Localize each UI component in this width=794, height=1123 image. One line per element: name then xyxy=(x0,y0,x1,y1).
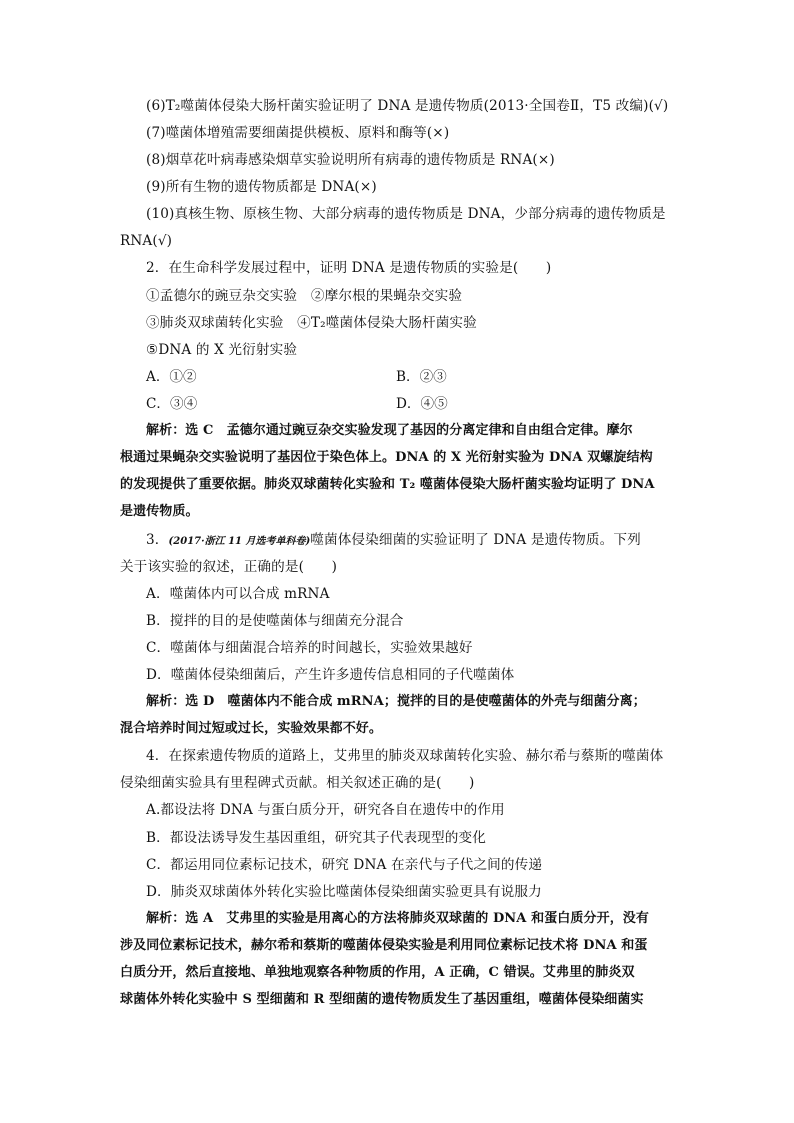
q2-option-a: A．①② xyxy=(146,369,197,385)
q2-analysis-2: 根通过果蝇杂交实验说明了基因位于染色体上。DNA 的 X 光衍射实验为 DNA 双螺旋结构 xyxy=(120,450,653,465)
q2-analysis-4: 是遗传物质。 xyxy=(120,504,199,519)
judgment-9: (9)所有生物的遗传物质都是 DNA(×) xyxy=(146,179,377,195)
q4-option-b: B．都设法诱导发生基因重组，研究其子代表现型的变化 xyxy=(146,830,486,846)
judgment-7: (7)噬菌体增殖需要细菌提供模板、原料和酶等(×) xyxy=(146,125,450,141)
judgment-6: (6)T₂噬菌体侵染大肠杆菌实验证明了 DNA 是遗传物质(2013·全国卷Ⅱ，T5 改编)(√) xyxy=(146,98,669,114)
q2-item-2: ③肺炎双球菌转化实验 ④T₂噬菌体侵染大肠杆菌实验 xyxy=(146,315,477,331)
q3-option-d: D．噬菌体侵染细菌后，产生许多遗传信息相同的子代噬菌体 xyxy=(146,667,515,683)
q4-stem-line2: 侵染细菌实验具有里程碑式贡献。相关叙述正确的是( ) xyxy=(120,775,475,791)
q2-stem: 2．在生命科学发展过程中，证明 DNA 是遗传物质的实验是( ) xyxy=(146,260,552,276)
q2-option-d: D．④⑤ xyxy=(396,396,448,412)
q4-option-a: A.都设法将 DNA 与蛋白质分开，研究各自在遗传中的作用 xyxy=(146,802,505,818)
q4-stem-line1: 4．在探索遗传物质的道路上，艾弗里的肺炎双球菌转化实验、赫尔希与蔡斯的噬菌体 xyxy=(146,748,664,764)
q4-analysis-2: 涉及同位素标记技术，赫尔希和蔡斯的噬菌体侵染实验是利用同位素标记技术将 DNA 和蛋 xyxy=(120,938,648,953)
q4-option-c: C．都运用同位素标记技术，研究 DNA 在亲代与子代之间的传递 xyxy=(146,857,543,873)
judgment-10: (10)真核生物、原核生物、大部分病毒的遗传物质是 DNA，少部分病毒的遗传物质是 xyxy=(146,206,666,222)
q3-number: 3． xyxy=(146,532,169,548)
q3-stem-line2: 关于该实验的叙述，正确的是( ) xyxy=(120,559,338,575)
q4-analysis-3: 白质分开，然后直接地、单独地观察各种物质的作用，A 正确，C 错误。艾弗里的肺炎双 xyxy=(120,965,635,980)
judgment-10-continued: RNA(√) xyxy=(120,233,173,249)
q2-item-1: ①孟德尔的豌豆杂交实验 ②摩尔根的果蝇杂交实验 xyxy=(146,288,463,304)
q3-stem-rest: 噬菌体侵染细菌的实验证明了 DNA 是遗传物质。下列 xyxy=(310,532,641,548)
q3-stem-line1 xyxy=(146,530,701,552)
q3-option-c: C．噬菌体与细菌混合培养的时间越长，实验效果越好 xyxy=(146,640,473,656)
q2-option-b: B．②③ xyxy=(396,369,447,385)
q3-analysis-2: 混合培养时间过短或过长，实验效果都不好。 xyxy=(120,721,383,736)
judgment-8: (8)烟草花叶病毒感染烟草实验说明所有病毒的遗传物质是 RNA(×) xyxy=(146,152,555,168)
q4-option-d: D．肺炎双球菌体外转化实验比噬菌体侵染细菌实验更具有说服力 xyxy=(146,884,542,900)
q2-item-3: ⑤DNA 的 X 光衍射实验 xyxy=(146,342,298,358)
q4-analysis-4: 球菌体外转化实验中 S 型细菌和 R 型细菌的遗传物质发生了基因重组，噬菌体侵染细菌实 xyxy=(120,992,644,1007)
q3-option-a: A．噬菌体内可以合成 mRNA xyxy=(146,586,330,602)
q3-analysis-1: 解析：选 D 噬菌体内不能合成 mRNA；搅拌的目的是使噬菌体的外壳与细菌分离； xyxy=(146,694,646,709)
q4-analysis-1: 解析：选 A 艾弗里的实验是用离心的方法将肺炎双球菌的 DNA 和蛋白质分开，没有 xyxy=(146,911,650,926)
q2-analysis-1: 解析：选 C 孟德尔通过豌豆杂交实验发现了基因的分离定律和自由组合定律。摩尔 xyxy=(146,423,633,438)
q2-analysis-3: 的发现提供了重要依据。肺炎双球菌转化实验和 T₂ 噬菌体侵染大肠杆菌实验均证明了 DNA xyxy=(120,477,655,492)
q3-option-b: B．搅拌的目的是使噬菌体与细菌充分混合 xyxy=(146,613,404,629)
q2-option-c: C．③④ xyxy=(146,396,198,412)
q3-source: (2017·浙江 11 月选考单科卷) xyxy=(168,536,311,547)
